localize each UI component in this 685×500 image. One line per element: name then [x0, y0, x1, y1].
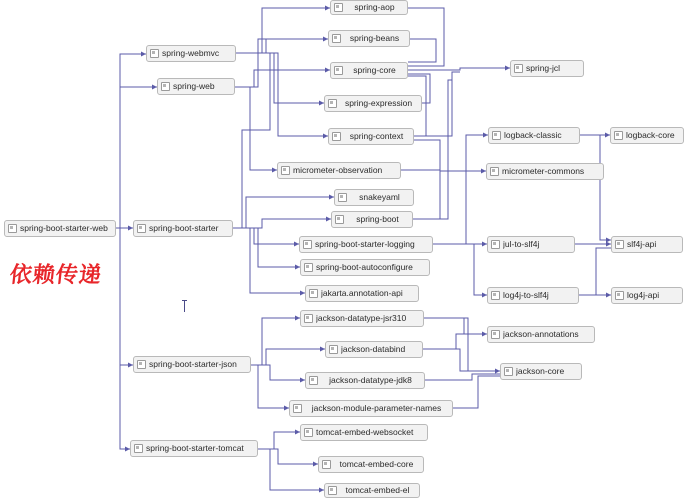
artifact-icon	[309, 289, 318, 298]
node-tomcat-embed-el[interactable]	[324, 483, 420, 498]
node-spring-boot-starter-json[interactable]	[133, 356, 251, 373]
node-label: slf4j-api	[627, 240, 657, 249]
node-label: jackson-annotations	[503, 330, 579, 339]
node-spring-core[interactable]	[330, 62, 408, 79]
node-micrometer-commons[interactable]	[486, 163, 604, 180]
artifact-icon	[491, 240, 500, 249]
artifact-icon	[492, 131, 501, 140]
node-spring-jcl[interactable]	[510, 60, 584, 77]
artifact-icon	[491, 291, 500, 300]
node-logback-core[interactable]	[610, 127, 684, 144]
artifact-icon	[332, 34, 341, 43]
artifact-icon	[134, 444, 143, 453]
artifact-icon	[309, 376, 318, 385]
artifact-icon	[328, 486, 337, 495]
node-micrometer-observation[interactable]	[277, 162, 401, 179]
node-spring-boot[interactable]	[331, 211, 413, 228]
node-label: spring-core	[353, 66, 396, 75]
artifact-icon	[614, 131, 623, 140]
artifact-icon	[335, 215, 344, 224]
node-spring-web[interactable]	[157, 78, 235, 95]
node-spring-beans[interactable]	[328, 30, 410, 47]
artifact-icon	[338, 193, 347, 202]
node-label: spring-aop	[354, 3, 395, 12]
node-label: spring-boot-starter-json	[149, 360, 237, 369]
node-spring-webmvc[interactable]	[146, 45, 236, 62]
node-jul-to-slf4j[interactable]	[487, 236, 575, 253]
node-label: spring-context	[349, 132, 404, 141]
node-spring-context[interactable]	[328, 128, 414, 145]
node-label: jackson-databind	[341, 345, 406, 354]
node-spring-boot-starter-web[interactable]	[4, 220, 116, 237]
node-jackson-annotations[interactable]	[487, 326, 595, 343]
node-jakarta-annotation-api[interactable]	[305, 285, 419, 302]
node-label: snakeyaml	[359, 193, 400, 202]
artifact-icon	[137, 360, 146, 369]
node-label: spring-web	[173, 82, 215, 91]
node-label: jackson-core	[516, 367, 565, 376]
node-tomcat-embed-websocket[interactable]	[300, 424, 428, 441]
artifact-icon	[322, 460, 331, 469]
node-label: jul-to-slf4j	[503, 240, 540, 249]
node-tomcat-embed-core[interactable]	[318, 456, 424, 473]
node-label: jakarta.annotation-api	[321, 289, 403, 298]
node-label: spring-boot-starter	[149, 224, 219, 233]
node-label: logback-classic	[504, 131, 562, 140]
node-label: spring-jcl	[526, 64, 561, 73]
node-jackson-module-parameter-names[interactable]	[289, 400, 453, 417]
artifact-icon	[615, 240, 624, 249]
node-label: log4j-to-slf4j	[503, 291, 549, 300]
node-jackson-datatype-jdk8[interactable]	[305, 372, 425, 389]
node-spring-boot-starter-tomcat[interactable]	[130, 440, 258, 457]
node-label: spring-boot-autoconfigure	[316, 263, 413, 272]
artifact-icon	[328, 99, 337, 108]
artifact-icon	[332, 132, 341, 141]
node-label: spring-boot-starter-logging	[315, 240, 415, 249]
artifact-icon	[490, 167, 499, 176]
artifact-icon	[304, 263, 313, 272]
node-spring-boot-autoconfigure[interactable]	[300, 259, 430, 276]
node-label: micrometer-observation	[293, 166, 383, 175]
artifact-icon	[514, 64, 523, 73]
node-label: spring-expression	[344, 99, 413, 108]
node-label: log4j-api	[627, 291, 660, 300]
artifact-icon	[329, 345, 338, 354]
artifact-icon	[334, 3, 343, 12]
artifact-icon	[161, 82, 170, 91]
artifact-icon	[615, 291, 624, 300]
node-spring-expression[interactable]	[324, 95, 422, 112]
node-label: jackson-datatype-jdk8	[329, 376, 412, 385]
artifact-icon	[304, 428, 313, 437]
node-log4j-api[interactable]	[611, 287, 683, 304]
node-label: tomcat-embed-el	[345, 486, 410, 495]
artifact-icon	[8, 224, 17, 233]
artifact-icon	[304, 314, 313, 323]
artifact-icon	[504, 367, 513, 376]
node-spring-boot-starter-logging[interactable]	[299, 236, 433, 253]
node-label: tomcat-embed-core	[339, 460, 414, 469]
node-label: spring-boot	[356, 215, 399, 224]
node-jackson-datatype-jsr310[interactable]	[300, 310, 424, 327]
node-spring-boot-starter[interactable]	[133, 220, 233, 237]
artifact-icon	[303, 240, 312, 249]
artifact-icon	[491, 330, 500, 339]
node-spring-aop[interactable]	[330, 0, 408, 15]
node-label: logback-core	[626, 131, 675, 140]
node-snakeyaml[interactable]	[334, 189, 414, 206]
node-label: micrometer-commons	[502, 167, 585, 176]
node-label: jackson-module-parameter-names	[311, 404, 442, 413]
node-log4j-to-slf4j[interactable]	[487, 287, 579, 304]
watermark-text: 依赖传递	[8, 263, 104, 288]
artifact-icon	[334, 66, 343, 75]
artifact-icon	[293, 404, 302, 413]
node-jackson-databind[interactable]	[325, 341, 423, 358]
artifact-icon	[137, 224, 146, 233]
node-label: spring-webmvc	[162, 49, 220, 58]
node-label: spring-boot-starter-web	[20, 224, 108, 233]
node-label: spring-boot-starter-tomcat	[146, 444, 244, 453]
node-label: jackson-datatype-jsr310	[316, 314, 407, 323]
node-jackson-core[interactable]	[500, 363, 582, 380]
artifact-icon	[150, 49, 159, 58]
artifact-icon	[281, 166, 290, 175]
node-label: spring-beans	[349, 34, 400, 43]
node-label: tomcat-embed-websocket	[316, 428, 414, 437]
node-logback-classic[interactable]	[488, 127, 580, 144]
node-slf4j-api[interactable]	[611, 236, 683, 253]
